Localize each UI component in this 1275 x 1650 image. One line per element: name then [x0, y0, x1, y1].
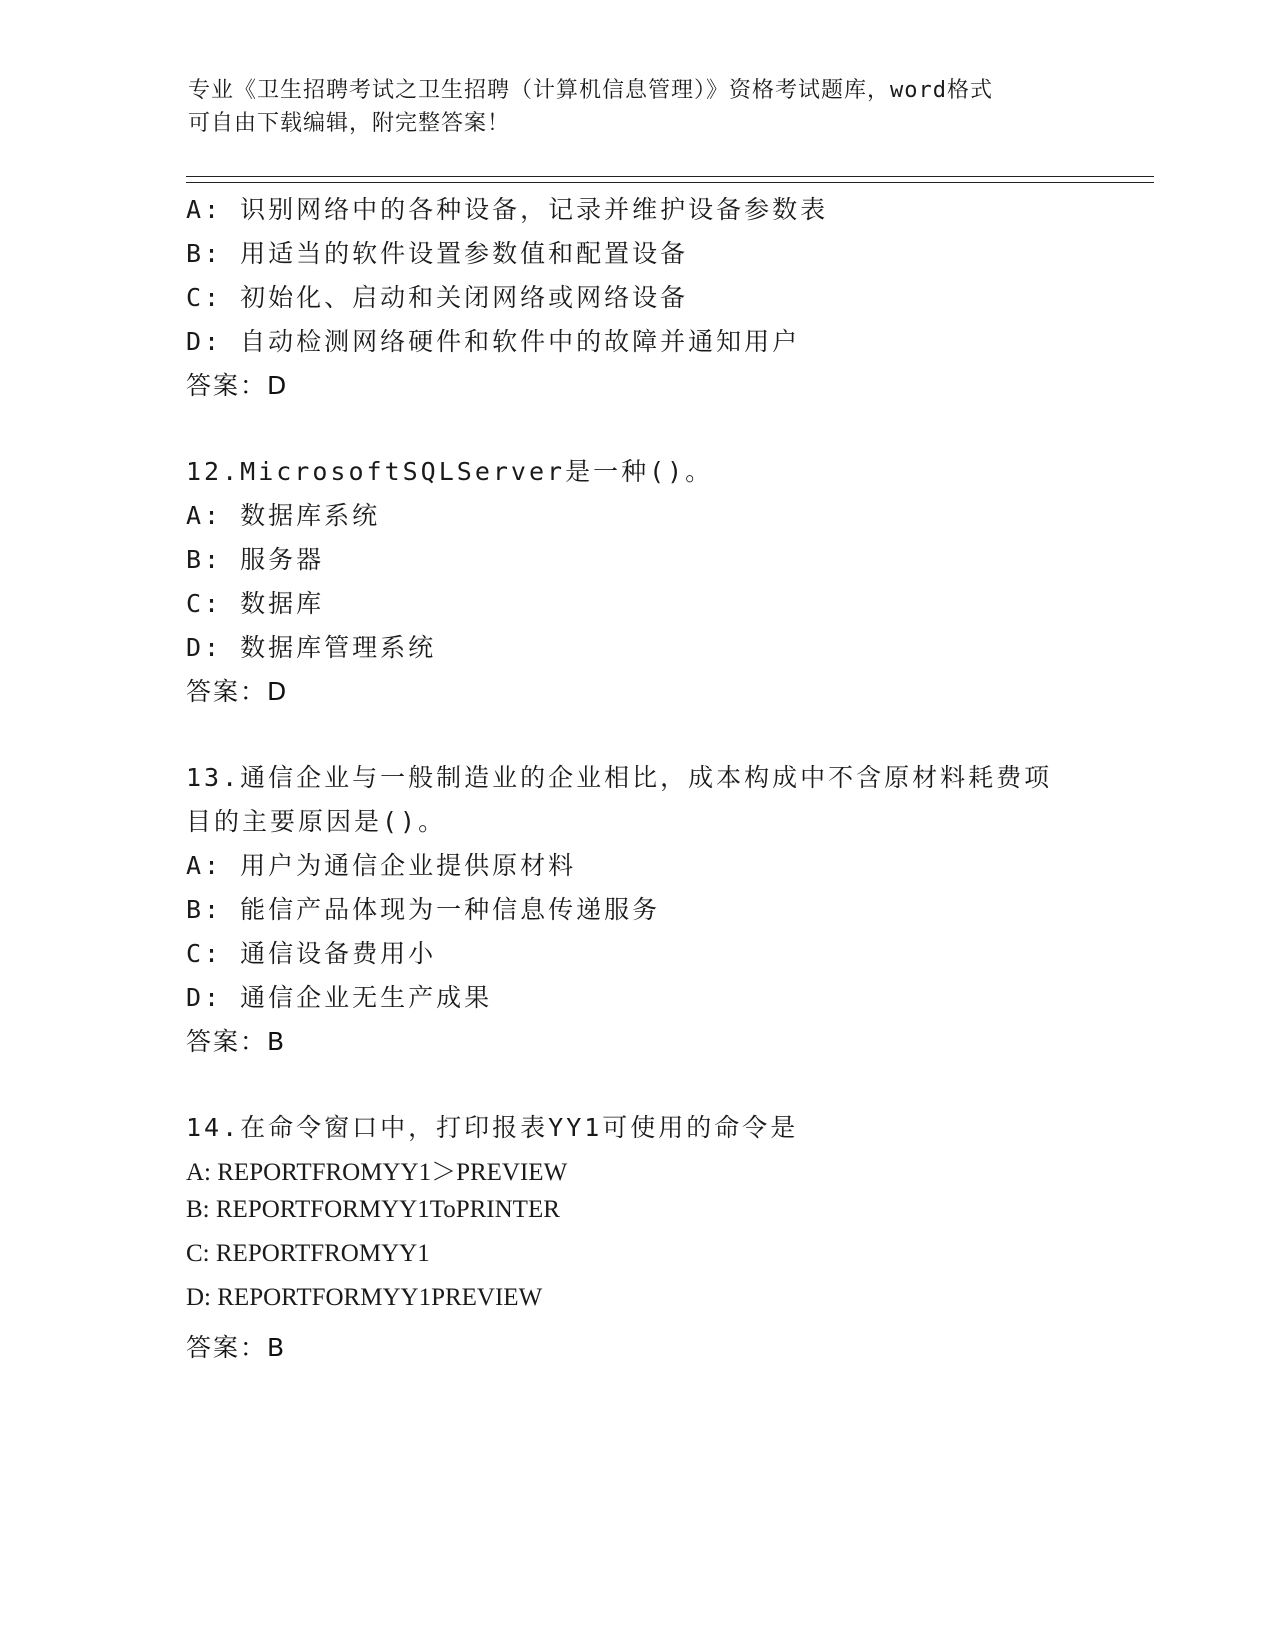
- q14-option-a: A: REPORTFROMYY1＞PREVIEW: [186, 1159, 568, 1186]
- q12-option-b: B: 服务器: [186, 545, 325, 574]
- q12-question: 12.MicrosoftSQLServer是一种()。: [186, 457, 714, 486]
- q11-option-b: B: 用适当的软件设置参数值和配置设备: [186, 239, 689, 268]
- q13-option-c: C: 通信设备费用小: [186, 939, 437, 968]
- q12-answer: 答案：D: [186, 677, 289, 706]
- q13-question-line-2: 目的主要原因是()。: [186, 807, 447, 836]
- document-header: [188, 74, 1088, 140]
- q13-option-d: D: 通信企业无生产成果: [186, 983, 493, 1012]
- header-divider-bottom: [186, 182, 1154, 183]
- q13-option-b: B: 能信产品体现为一种信息传递服务: [186, 895, 661, 924]
- q14-option-b: B: REPORTFORMYY1ToPRINTER: [186, 1196, 560, 1223]
- q11-option-c: C: 初始化、启动和关闭网络或网络设备: [186, 283, 689, 312]
- q14-option-d: D: REPORTFORMYY1PREVIEW: [186, 1284, 543, 1311]
- q11-answer: 答案：D: [186, 371, 289, 400]
- q13-answer: 答案：B: [186, 1027, 287, 1056]
- header-line-2: 可自由下载编辑，附完整答案！: [188, 111, 511, 136]
- q13-option-a: A: 用户为通信企业提供原材料: [186, 851, 577, 880]
- header-line-1: 专业《卫生招聘考试之卫生招聘（计算机信息管理）》资格考试题库，word格式: [188, 78, 993, 103]
- q12-option-c: C: 数据库: [186, 589, 325, 618]
- header-divider-top: [186, 176, 1154, 177]
- q14-answer: 答案：B: [186, 1333, 287, 1362]
- q12-option-a: A: 数据库系统: [186, 501, 381, 530]
- q13-question-line-1: 13.通信企业与一般制造业的企业相比，成本构成中不含原材料耗费项: [186, 763, 1053, 792]
- q14-option-c: C: REPORTFROMYY1: [186, 1240, 430, 1267]
- q11-option-a: A: 识别网络中的各种设备，记录并维护设备参数表: [186, 195, 829, 224]
- q11-option-d: D: 自动检测网络硬件和软件中的故障并通知用户: [186, 327, 801, 356]
- q14-question: 14.在命令窗口中，打印报表YY1可使用的命令是: [186, 1113, 799, 1142]
- q12-option-d: D: 数据库管理系统: [186, 633, 437, 662]
